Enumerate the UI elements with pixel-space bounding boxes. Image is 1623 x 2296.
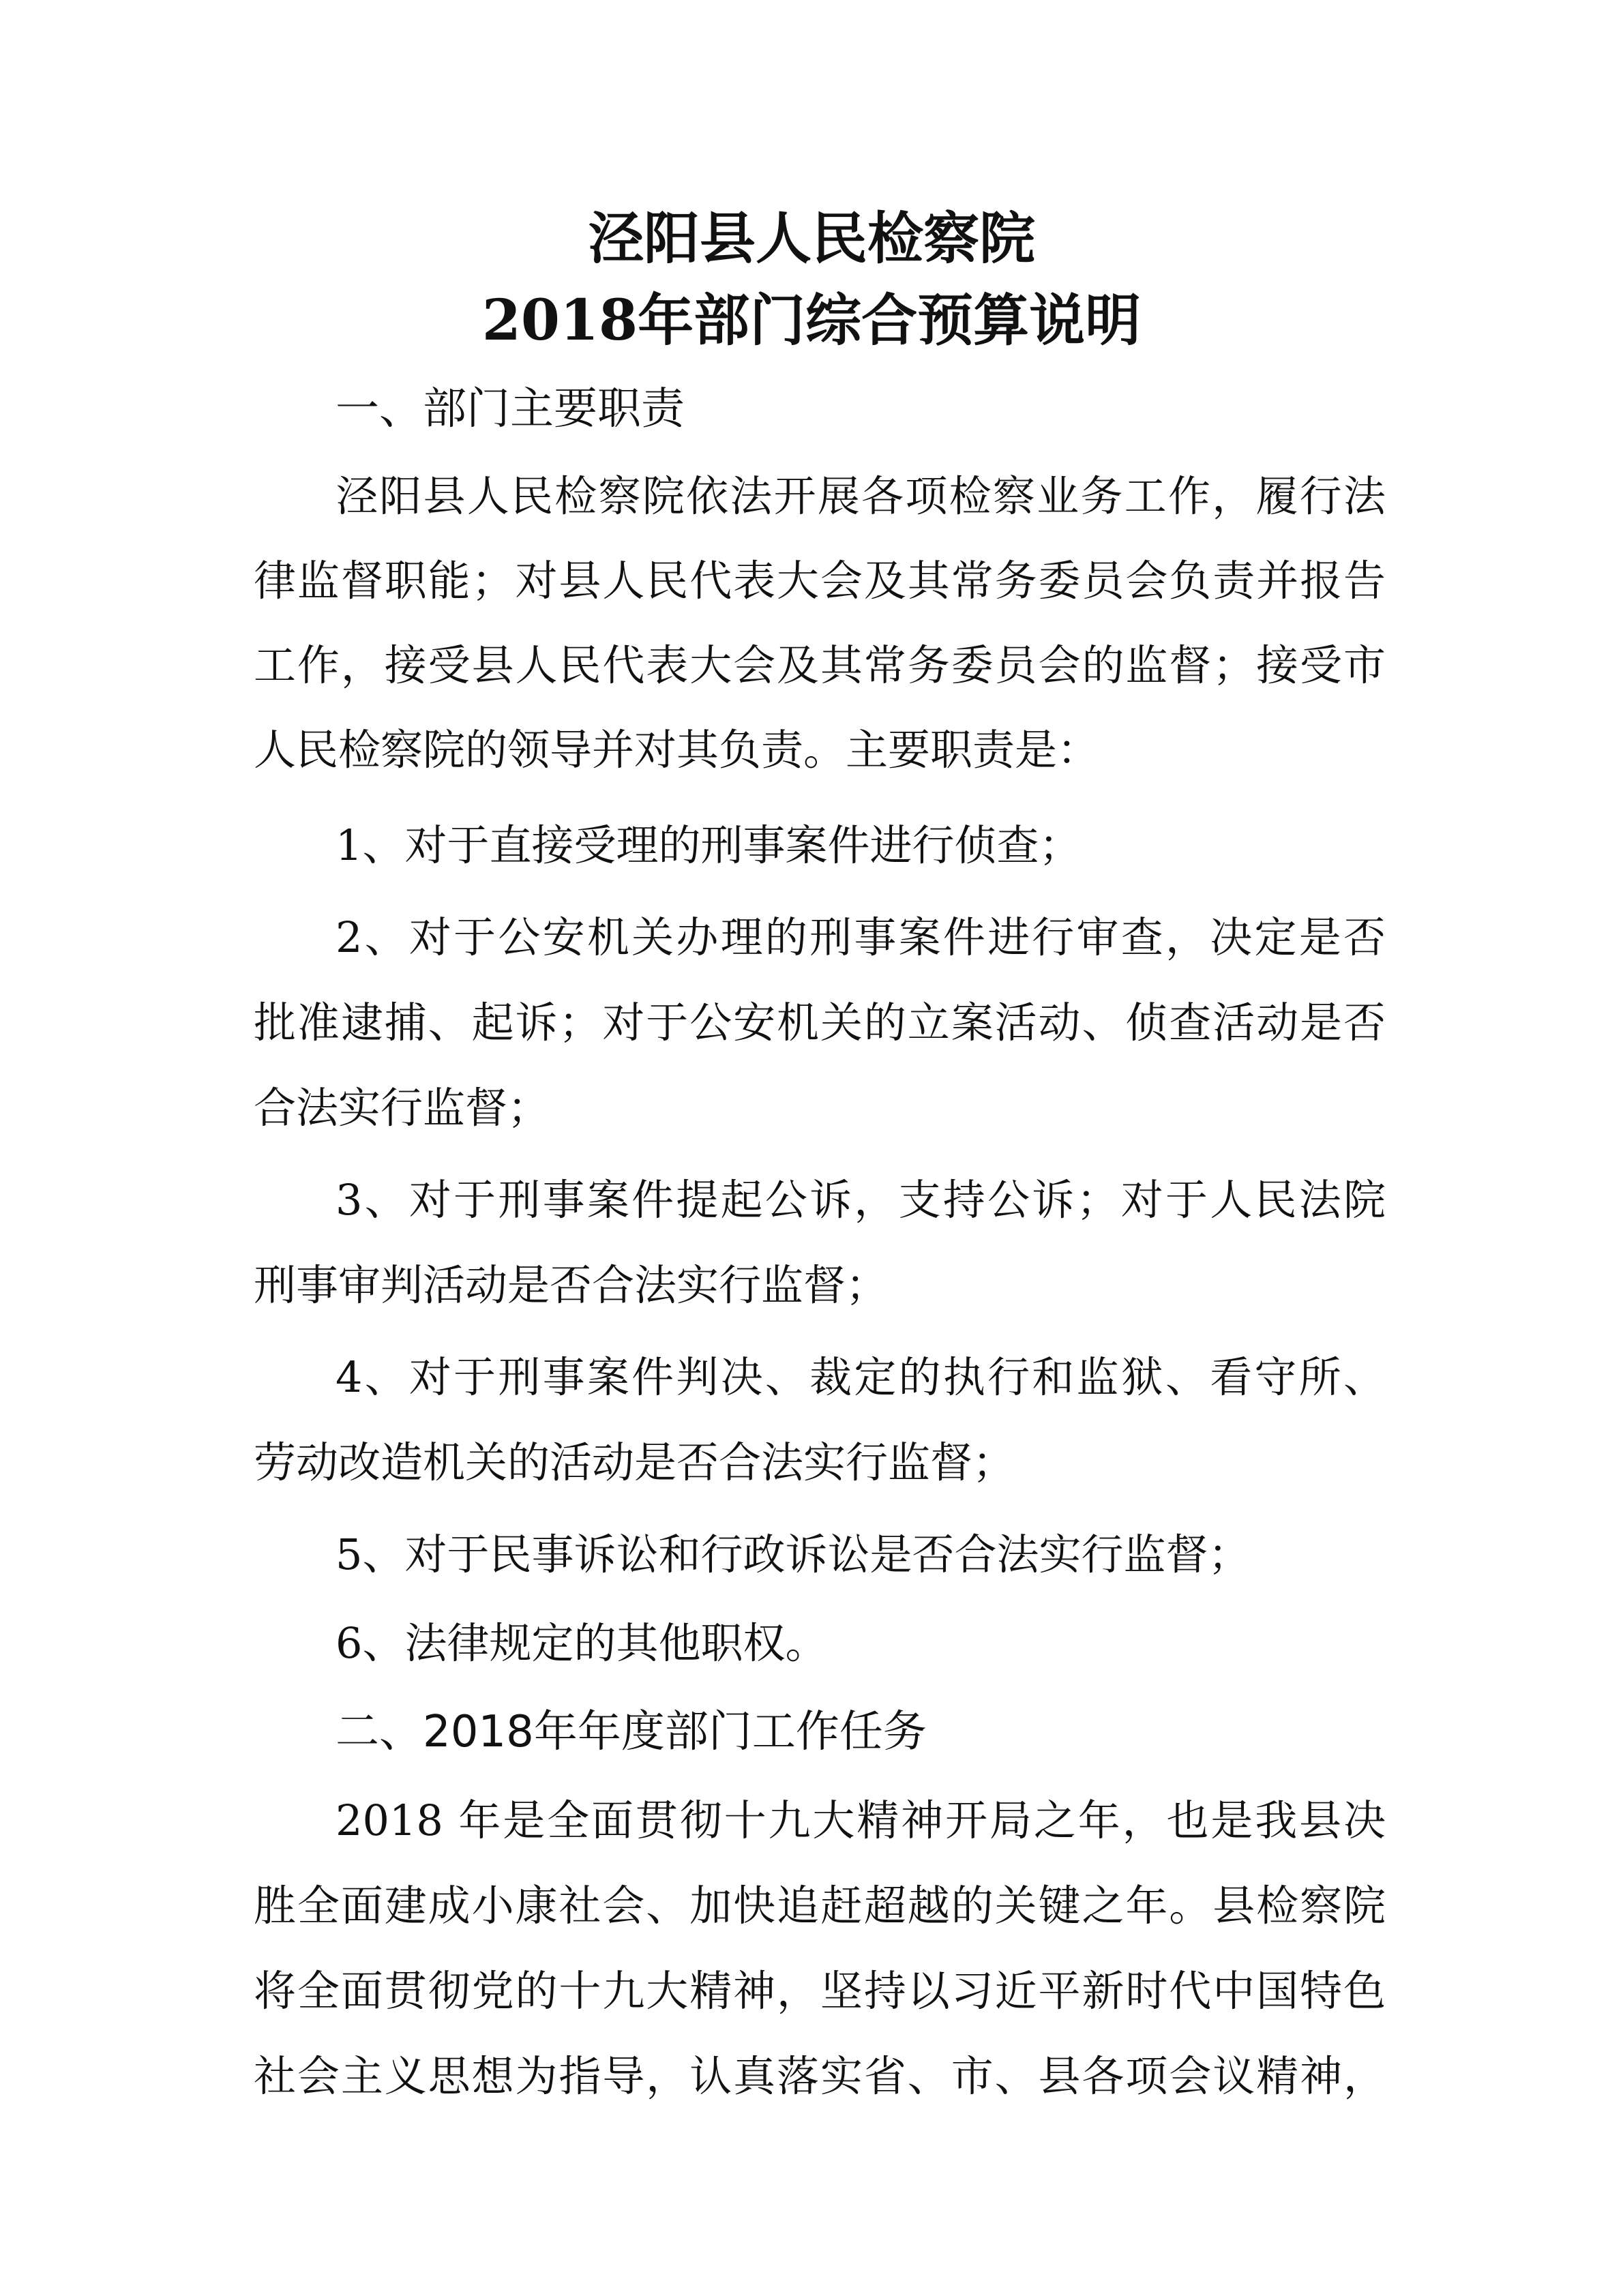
section1-intro-line: 工作，接受县人民代表大会及其常务委员会的监督；接受市 [254,640,1386,690]
duty-item-2-line: 2、对于公安机关办理的刑事案件进行审查，决定是否 [336,912,1386,962]
section2-para-line: 胜全面建成小康社会、加快追赶超越的关键之年。县检察院 [254,1881,1386,1930]
section2-para-line: 社会主义思想为指导，认真落实省、市、县各项会议精神， [254,2051,1386,2101]
section2-heading: 二、2018年年度部门工作任务 [336,1707,927,1757]
document-title-line2: 2018年部门综合预算说明 [481,288,1142,353]
duty-item-1: 1、对于直接受理的刑事案件进行侦查； [336,820,1082,870]
duty-item-3-line: 刑事审判活动是否合法实行监督； [254,1260,889,1310]
duty-item-3-line: 3、对于刑事案件提起公诉，支持公诉；对于人民法院 [336,1175,1386,1225]
section1-intro-line: 泾阳县人民检察院依法开展各项检察业务工作，履行法 [336,471,1386,521]
duty-item-4-line: 劳动改造机关的活动是否合法实行监督； [254,1437,1015,1487]
section2-para-line: 2018 年是全面贯彻十九大精神开局之年，也是我县决 [336,1795,1386,1845]
section1-heading: 一、部门主要职责 [336,384,685,434]
document-title-line1: 泾阳县人民检察院 [587,206,1035,271]
section2-para-line: 将全面贯彻党的十九大精神，坚持以习近平新时代中国特色 [254,1966,1386,2016]
duty-item-2-line: 批准逮捕、起诉；对于公安机关的立案活动、侦查活动是否 [254,998,1386,1047]
duty-item-4-line: 4、对于刑事案件判决、裁定的执行和监狱、看守所、 [336,1352,1386,1402]
section1-intro-line: 律监督职能；对县人民代表大会及其常务委员会负责并报告 [254,556,1386,606]
duty-item-2-line: 合法实行监督； [254,1083,550,1133]
duty-item-6: 6、法律规定的其他职权。 [336,1618,828,1668]
duty-item-5: 5、对于民事诉讼和行政诉讼是否合法实行监督； [336,1530,1251,1579]
section1-intro-line: 人民检察院的领导并对其负责。主要职责是： [254,725,1100,775]
